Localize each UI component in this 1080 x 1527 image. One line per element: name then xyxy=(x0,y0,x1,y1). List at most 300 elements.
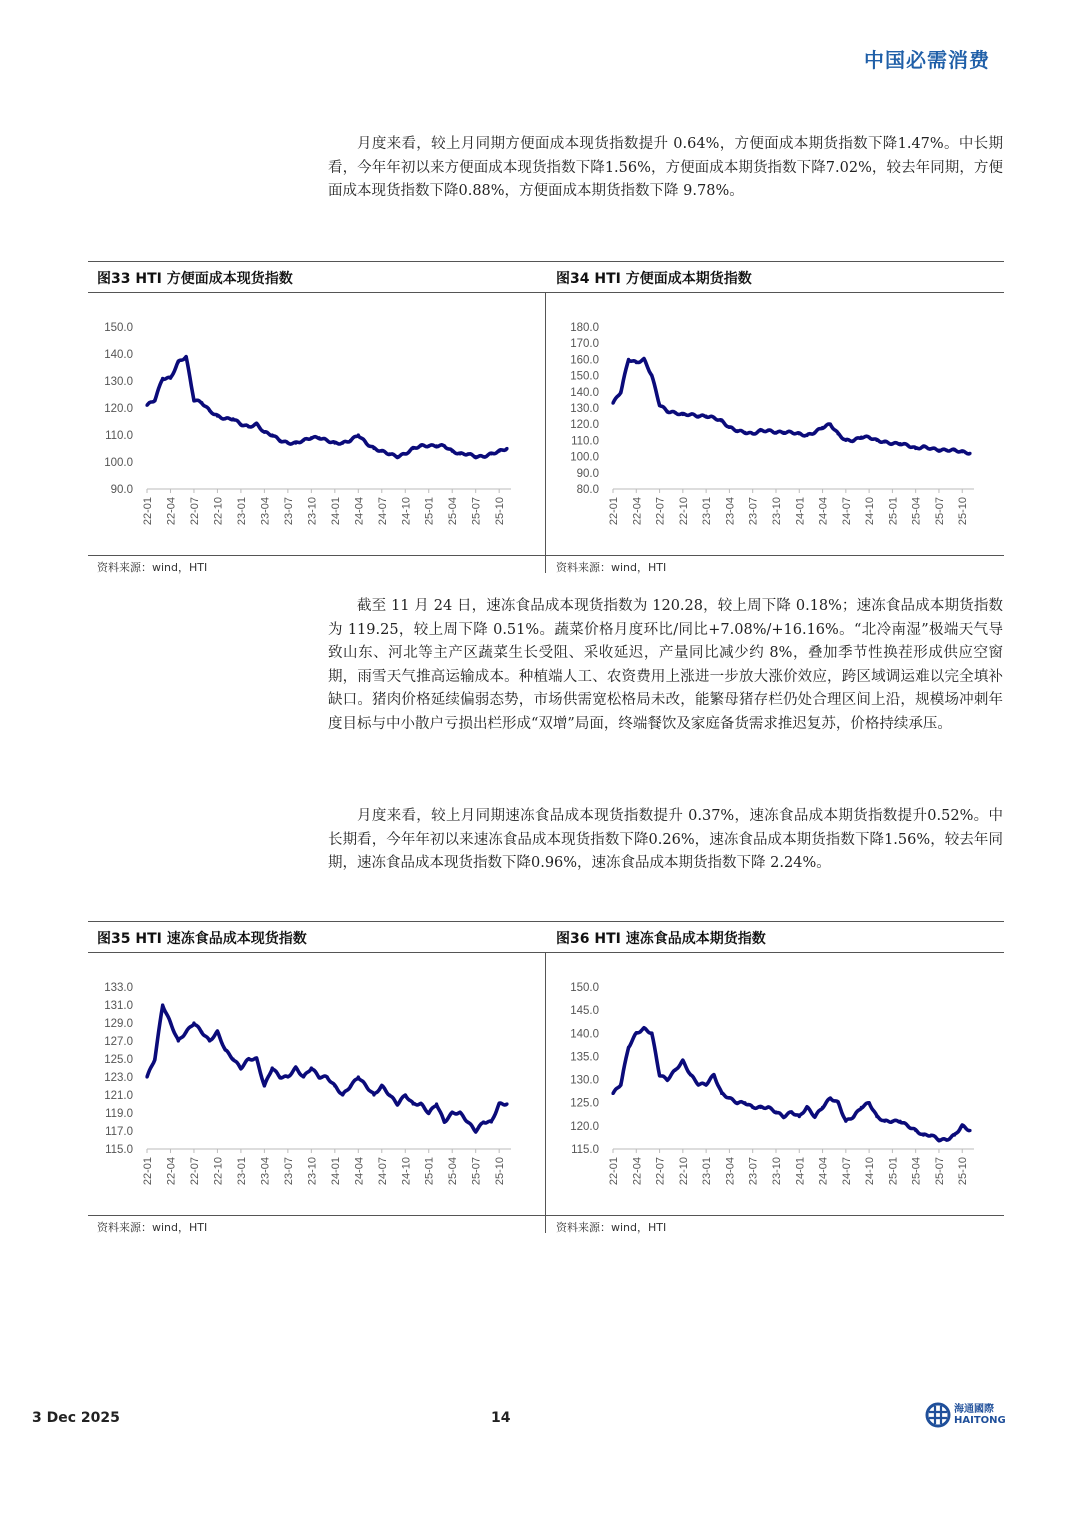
data-point xyxy=(443,1120,446,1123)
data-point xyxy=(490,452,493,455)
x-tick-label: 24-01 xyxy=(794,497,807,526)
data-point xyxy=(200,1030,203,1033)
data-point xyxy=(388,1093,391,1096)
x-tick-label: 23-10 xyxy=(306,1157,319,1186)
y-tick-label: 170.0 xyxy=(570,338,599,351)
haitong-logo xyxy=(925,1402,1006,1428)
divider xyxy=(88,555,1004,556)
data-point xyxy=(930,1134,933,1137)
figure-title: 图35 HTI 速冻食品成本现货指数 xyxy=(97,931,307,947)
x-tick-label: 23-10 xyxy=(770,497,783,526)
y-tick-label: 127.0 xyxy=(104,1036,133,1048)
data-point xyxy=(411,1102,414,1105)
paragraph-frozen-food-weekly: 截至 11 月 24 日，速冻食品成本现货指数为 120.28，较上周下降 0.18%；速冻食品成本期货指数为 119.25，较上周下降 0.51%。蔬菜价格月度环比/同比+7.08%/+16.16%。“北冷南湿”极端天气导致山东、河北等主产区蔬菜生长受阻、采收延迟，产量同比减少约 8%，叠加季节性换茬形成供应空窗期，雨雪天气推高运输成本。种植端人工、农资费用上涨进一步放大涨价效应，跨区域调运难以完全填补缺口。猪肉价格延续偏弱态势，市场供需宽松格局未改，能繁母猪存栏仍处合理区间上沿，规模场冲刺年度目标与中小散户亏损出栏形成“双增”局面，终端餐饮及家庭备货需求推迟复苏，价格持续承压。 xyxy=(328,598,1003,732)
data-point xyxy=(333,1084,336,1087)
data-point xyxy=(435,1102,438,1105)
data-point xyxy=(736,429,739,432)
data-point xyxy=(451,1111,454,1114)
x-tick-label: 25-04 xyxy=(910,497,923,526)
x-tick-label: 23-07 xyxy=(747,1157,760,1186)
data-point xyxy=(161,1003,164,1006)
data-point xyxy=(611,1092,614,1095)
x-tick-label: 22-04 xyxy=(165,1157,178,1186)
source-note: 资料来源：wind，HTI xyxy=(556,1221,667,1234)
data-point xyxy=(404,452,407,455)
y-tick-label: 115.0 xyxy=(105,1144,133,1156)
source-note: 资料来源：wind，HTI xyxy=(556,561,667,574)
divider xyxy=(88,261,1004,262)
x-tick-label: 23-01 xyxy=(235,1157,248,1186)
data-point xyxy=(169,1021,172,1024)
data-point xyxy=(681,1059,684,1062)
x-tick-label: 22-10 xyxy=(677,497,690,526)
data-point xyxy=(185,1030,188,1033)
data-point xyxy=(482,1120,485,1123)
data-point xyxy=(650,374,653,377)
data-point xyxy=(712,416,715,419)
data-point xyxy=(689,413,692,416)
data-point xyxy=(681,413,684,416)
data-point xyxy=(666,1078,669,1081)
data-point xyxy=(805,1106,808,1109)
data-point xyxy=(278,1075,281,1078)
data-point xyxy=(914,1129,917,1132)
data-point xyxy=(798,1115,801,1118)
data-point xyxy=(474,455,477,458)
data-point xyxy=(821,1106,824,1109)
data-point xyxy=(635,1032,638,1035)
x-tick-label: 25-10 xyxy=(494,1157,507,1186)
data-point xyxy=(365,1084,368,1087)
data-point xyxy=(774,1110,777,1113)
data-point xyxy=(310,436,313,439)
data-point xyxy=(231,417,234,420)
data-point xyxy=(697,1083,700,1086)
data-point xyxy=(906,444,909,447)
paragraph-instant-noodle-monthly: 月度来看，较上月同期方便面成本现货指数提升 0.64%，方便面成本期货指数下降1.47%。中长期看，今年年初以来方便面成本现货指数下降1.56%，方便面成本期货指数下降7.02%，较去年同期，方便面成本现货指数下降0.88%，方便面成本期货指数下降 9.78%。 xyxy=(328,136,1003,199)
data-point xyxy=(145,1075,148,1078)
x-tick-label: 24-07 xyxy=(376,497,389,526)
x-tick-label: 23-04 xyxy=(259,1157,272,1186)
x-tick-label: 23-10 xyxy=(306,497,319,526)
x-tick-label: 22-07 xyxy=(654,1157,667,1186)
data-point xyxy=(627,1046,630,1049)
data-point xyxy=(844,439,847,442)
data-point xyxy=(899,1120,902,1123)
data-point xyxy=(736,1101,739,1104)
y-tick-label: 130.0 xyxy=(104,376,133,388)
x-tick-label: 24-07 xyxy=(840,1157,853,1186)
data-point xyxy=(953,1134,956,1137)
x-tick-label: 22-04 xyxy=(165,497,178,526)
x-tick-label: 23-04 xyxy=(724,497,737,526)
data-point xyxy=(200,401,203,404)
data-point xyxy=(325,1075,328,1078)
data-point xyxy=(728,1096,731,1099)
series-line xyxy=(613,359,970,454)
data-point xyxy=(177,361,180,364)
data-point xyxy=(743,1101,746,1104)
y-tick-label: 90.0 xyxy=(576,467,599,480)
x-tick-label: 22-04 xyxy=(631,497,644,526)
data-point xyxy=(883,1120,886,1123)
x-tick-label: 25-04 xyxy=(447,497,460,526)
y-tick-label: 110.0 xyxy=(571,435,599,448)
y-tick-label: 120.0 xyxy=(570,419,599,432)
x-tick-label: 25-10 xyxy=(494,497,507,526)
x-tick-label: 24-10 xyxy=(400,1157,413,1186)
data-point xyxy=(844,1120,847,1123)
data-point xyxy=(466,1120,469,1123)
x-tick-label: 24-04 xyxy=(817,1157,830,1186)
haitong-logo-icon xyxy=(925,1402,951,1428)
data-point xyxy=(782,1115,785,1118)
x-tick-label: 25-01 xyxy=(423,1157,436,1186)
x-tick-label: 23-07 xyxy=(282,497,295,526)
data-point xyxy=(505,1102,508,1105)
data-point xyxy=(216,1030,219,1033)
data-point xyxy=(153,1057,156,1060)
divider xyxy=(88,1215,1004,1216)
x-tick-label: 23-04 xyxy=(724,1157,737,1186)
data-point xyxy=(216,415,219,418)
x-tick-label: 25-07 xyxy=(470,497,483,526)
data-point xyxy=(712,1073,715,1076)
x-tick-label: 24-04 xyxy=(353,497,366,526)
x-tick-label: 24-01 xyxy=(329,1157,342,1186)
figure-title: 图34 HTI 方便面成本期货指数 xyxy=(556,271,752,287)
data-point xyxy=(650,1032,653,1035)
divider xyxy=(88,952,1004,953)
x-tick-label: 24-04 xyxy=(353,1157,366,1186)
data-point xyxy=(751,432,754,435)
data-point xyxy=(419,1102,422,1105)
x-tick-label: 22-07 xyxy=(188,497,201,526)
data-point xyxy=(458,1111,461,1114)
series-line xyxy=(613,1028,970,1141)
x-tick-label: 22-10 xyxy=(212,1157,225,1186)
source-note: 资料来源：wind，HTI xyxy=(97,561,208,574)
data-point xyxy=(759,1106,762,1109)
data-point xyxy=(341,1093,344,1096)
data-point xyxy=(953,449,956,452)
x-tick-label: 24-01 xyxy=(329,497,342,526)
data-point xyxy=(427,1111,430,1114)
x-tick-label: 22-01 xyxy=(142,1157,154,1186)
data-point xyxy=(208,409,211,412)
data-point xyxy=(883,440,886,443)
y-tick-label: 125.0 xyxy=(104,1054,133,1066)
data-point xyxy=(286,442,289,445)
data-point xyxy=(829,1096,832,1099)
figure-title: 图36 HTI 速冻食品成本期货指数 xyxy=(556,931,766,947)
data-point xyxy=(349,1084,352,1087)
data-point xyxy=(821,426,824,429)
data-point xyxy=(404,1093,407,1096)
x-tick-label: 24-01 xyxy=(794,1157,807,1186)
data-point xyxy=(365,442,368,445)
data-point xyxy=(255,423,258,426)
data-point xyxy=(891,442,894,445)
y-tick-label: 90.0 xyxy=(110,484,133,496)
data-point xyxy=(914,447,917,450)
data-point xyxy=(658,1073,661,1076)
x-tick-label: 23-07 xyxy=(747,497,760,526)
data-point xyxy=(208,1039,211,1042)
y-tick-label: 110.0 xyxy=(105,430,133,442)
x-tick-label: 24-04 xyxy=(817,497,830,526)
data-point xyxy=(899,442,902,445)
data-point xyxy=(333,442,336,445)
data-point xyxy=(372,447,375,450)
chart-instant-noodle-futures xyxy=(545,295,1002,555)
x-tick-label: 25-07 xyxy=(933,497,946,526)
x-tick-label: 23-01 xyxy=(235,497,248,526)
data-point xyxy=(767,429,770,432)
data-point xyxy=(805,434,808,437)
data-point xyxy=(774,431,777,434)
y-tick-label: 180.0 xyxy=(570,322,599,334)
data-point xyxy=(860,436,863,439)
data-point xyxy=(767,1106,770,1109)
data-point xyxy=(505,447,508,450)
x-tick-label: 22-07 xyxy=(188,1157,201,1186)
data-point xyxy=(318,1075,321,1078)
data-point xyxy=(627,358,630,361)
data-point xyxy=(945,449,948,452)
y-tick-label: 133.0 xyxy=(104,982,133,994)
y-tick-label: 121.0 xyxy=(104,1090,133,1102)
x-tick-label: 25-01 xyxy=(887,1157,900,1186)
x-tick-label: 25-01 xyxy=(887,497,900,526)
x-tick-label: 25-04 xyxy=(910,1157,923,1186)
x-tick-label: 25-07 xyxy=(470,1157,483,1186)
paragraph-frozen-food-monthly: 月度来看，较上月同期速冻食品成本现货指数提升 0.37%，速冻食品成本期货指数提升0.52%。中长期看，今年年初以来速冻食品成本现货指数下降0.26%，速冻食品成本期货指数下降1.56%，较去年同期，速冻食品成本现货指数下降0.96%，速冻食品成本期货指数下降 2.24%。 xyxy=(328,808,1003,871)
data-point xyxy=(658,403,661,406)
y-tick-label: 117.0 xyxy=(105,1126,133,1138)
x-tick-label: 24-10 xyxy=(864,1157,877,1186)
data-point xyxy=(490,1120,493,1123)
data-point xyxy=(435,444,438,447)
data-point xyxy=(673,411,676,414)
data-point xyxy=(720,419,723,422)
data-point xyxy=(224,1048,227,1051)
y-tick-label: 119.0 xyxy=(105,1108,133,1120)
x-tick-label: 22-01 xyxy=(608,497,620,526)
x-tick-label: 25-07 xyxy=(933,1157,946,1186)
y-tick-label: 150.0 xyxy=(570,982,599,994)
data-point xyxy=(443,444,446,447)
data-point xyxy=(318,436,321,439)
data-point xyxy=(451,450,454,453)
page-number: 14 xyxy=(491,1410,511,1426)
data-point xyxy=(380,1084,383,1087)
logo-text-en: HAITONG xyxy=(954,1415,1006,1426)
series-line xyxy=(147,357,507,458)
data-point xyxy=(836,432,839,435)
data-point xyxy=(968,452,971,455)
y-tick-label: 100.0 xyxy=(104,457,133,469)
y-tick-label: 140.0 xyxy=(570,1028,599,1041)
data-point xyxy=(798,432,801,435)
data-point xyxy=(619,1083,622,1086)
data-point xyxy=(852,1115,855,1118)
data-point xyxy=(411,447,414,450)
data-point xyxy=(868,1101,871,1104)
data-point xyxy=(255,1057,258,1060)
data-point xyxy=(868,436,871,439)
data-point xyxy=(829,423,832,426)
x-tick-label: 23-01 xyxy=(701,497,714,526)
data-point xyxy=(860,1106,863,1109)
x-tick-label: 24-10 xyxy=(864,497,877,526)
x-tick-label: 25-10 xyxy=(957,497,970,526)
source-note: 资料来源：wind，HTI xyxy=(97,1221,208,1234)
data-point xyxy=(271,433,274,436)
data-point xyxy=(396,1102,399,1105)
y-tick-label: 120.0 xyxy=(570,1120,599,1133)
report-date: 3 Dec 2025 xyxy=(32,1410,120,1426)
logo-text-cn: 海通國際 xyxy=(954,1404,994,1415)
data-point xyxy=(759,429,762,432)
data-point xyxy=(388,452,391,455)
y-tick-label: 131.0 xyxy=(104,1000,133,1012)
x-tick-label: 24-07 xyxy=(376,1157,389,1186)
data-point xyxy=(930,447,933,450)
chart-frozen-food-futures xyxy=(545,955,1002,1215)
data-point xyxy=(961,450,964,453)
x-tick-label: 22-01 xyxy=(608,1157,620,1186)
data-point xyxy=(396,455,399,458)
x-tick-label: 24-07 xyxy=(840,497,853,526)
data-point xyxy=(325,439,328,442)
data-point xyxy=(263,1084,266,1087)
data-point xyxy=(743,431,746,434)
data-point xyxy=(720,1092,723,1095)
x-tick-label: 25-10 xyxy=(957,1157,970,1186)
data-point xyxy=(782,431,785,434)
data-point xyxy=(247,425,250,428)
data-point xyxy=(161,377,164,380)
data-point xyxy=(875,1115,878,1118)
data-point xyxy=(836,1101,839,1104)
data-point xyxy=(705,1083,708,1086)
data-point xyxy=(642,1027,645,1030)
data-point xyxy=(302,439,305,442)
y-tick-label: 100.0 xyxy=(570,451,599,464)
y-tick-label: 150.0 xyxy=(104,322,133,334)
data-point xyxy=(466,452,469,455)
data-point xyxy=(937,449,940,452)
divider xyxy=(88,292,1004,293)
data-point xyxy=(619,390,622,393)
data-point xyxy=(263,431,266,434)
data-point xyxy=(689,1073,692,1076)
divider xyxy=(88,921,1004,922)
data-point xyxy=(945,1138,948,1141)
data-point xyxy=(177,1039,180,1042)
data-point xyxy=(482,455,485,458)
data-point xyxy=(192,398,195,401)
data-point xyxy=(341,442,344,445)
data-point xyxy=(294,1066,297,1069)
data-point xyxy=(271,1066,274,1069)
data-point xyxy=(498,1102,501,1105)
figure-title: 图33 HTI 方便面成本现货指数 xyxy=(97,271,293,287)
data-point xyxy=(192,1021,195,1024)
data-point xyxy=(498,450,501,453)
x-tick-label: 22-07 xyxy=(654,497,667,526)
data-point xyxy=(937,1138,940,1141)
x-tick-label: 23-01 xyxy=(701,1157,714,1186)
x-tick-label: 25-01 xyxy=(423,497,436,526)
data-point xyxy=(728,426,731,429)
data-point xyxy=(922,1134,925,1137)
data-point xyxy=(239,1066,242,1069)
data-point xyxy=(224,417,227,420)
data-point xyxy=(697,415,700,418)
data-point xyxy=(310,1066,313,1069)
y-tick-label: 145.0 xyxy=(570,1005,599,1018)
y-tick-label: 120.0 xyxy=(104,403,133,415)
y-tick-label: 150.0 xyxy=(570,370,599,383)
data-point xyxy=(705,415,708,418)
data-point xyxy=(813,1115,816,1118)
data-point xyxy=(852,439,855,442)
x-tick-label: 24-10 xyxy=(400,497,413,526)
data-point xyxy=(673,1069,676,1072)
data-point xyxy=(790,431,793,434)
data-point xyxy=(474,1129,477,1132)
x-tick-label: 23-10 xyxy=(770,1157,783,1186)
data-point xyxy=(790,1110,793,1113)
y-tick-label: 129.0 xyxy=(104,1018,133,1030)
y-tick-label: 125.0 xyxy=(570,1097,599,1110)
chart-frozen-food-spot xyxy=(88,955,545,1215)
data-point xyxy=(813,431,816,434)
data-point xyxy=(906,1124,909,1127)
data-point xyxy=(961,1124,964,1127)
y-tick-label: 140.0 xyxy=(104,349,133,361)
data-point xyxy=(642,358,645,361)
data-point xyxy=(239,423,242,426)
y-tick-label: 135.0 xyxy=(570,1051,599,1064)
data-point xyxy=(372,1093,375,1096)
data-point xyxy=(419,444,422,447)
report-section-title: 中国必需消费 xyxy=(864,48,990,72)
data-point xyxy=(458,452,461,455)
data-point xyxy=(278,439,281,442)
y-tick-label: 115.0 xyxy=(571,1144,599,1156)
data-point xyxy=(666,410,669,413)
y-tick-label: 140.0 xyxy=(570,386,599,399)
data-point xyxy=(751,1106,754,1109)
data-point xyxy=(922,445,925,448)
x-tick-label: 23-07 xyxy=(282,1157,295,1186)
y-tick-label: 80.0 xyxy=(576,484,599,496)
x-tick-label: 22-10 xyxy=(212,497,225,526)
y-tick-label: 160.0 xyxy=(570,354,599,367)
data-point xyxy=(169,377,172,380)
data-point xyxy=(153,398,156,401)
y-tick-label: 130.0 xyxy=(570,1074,599,1087)
y-tick-label: 123.0 xyxy=(104,1072,133,1084)
data-point xyxy=(611,402,614,405)
data-point xyxy=(357,433,360,436)
data-point xyxy=(286,1075,289,1078)
x-tick-label: 22-01 xyxy=(142,497,154,526)
x-tick-label: 25-04 xyxy=(447,1157,460,1186)
